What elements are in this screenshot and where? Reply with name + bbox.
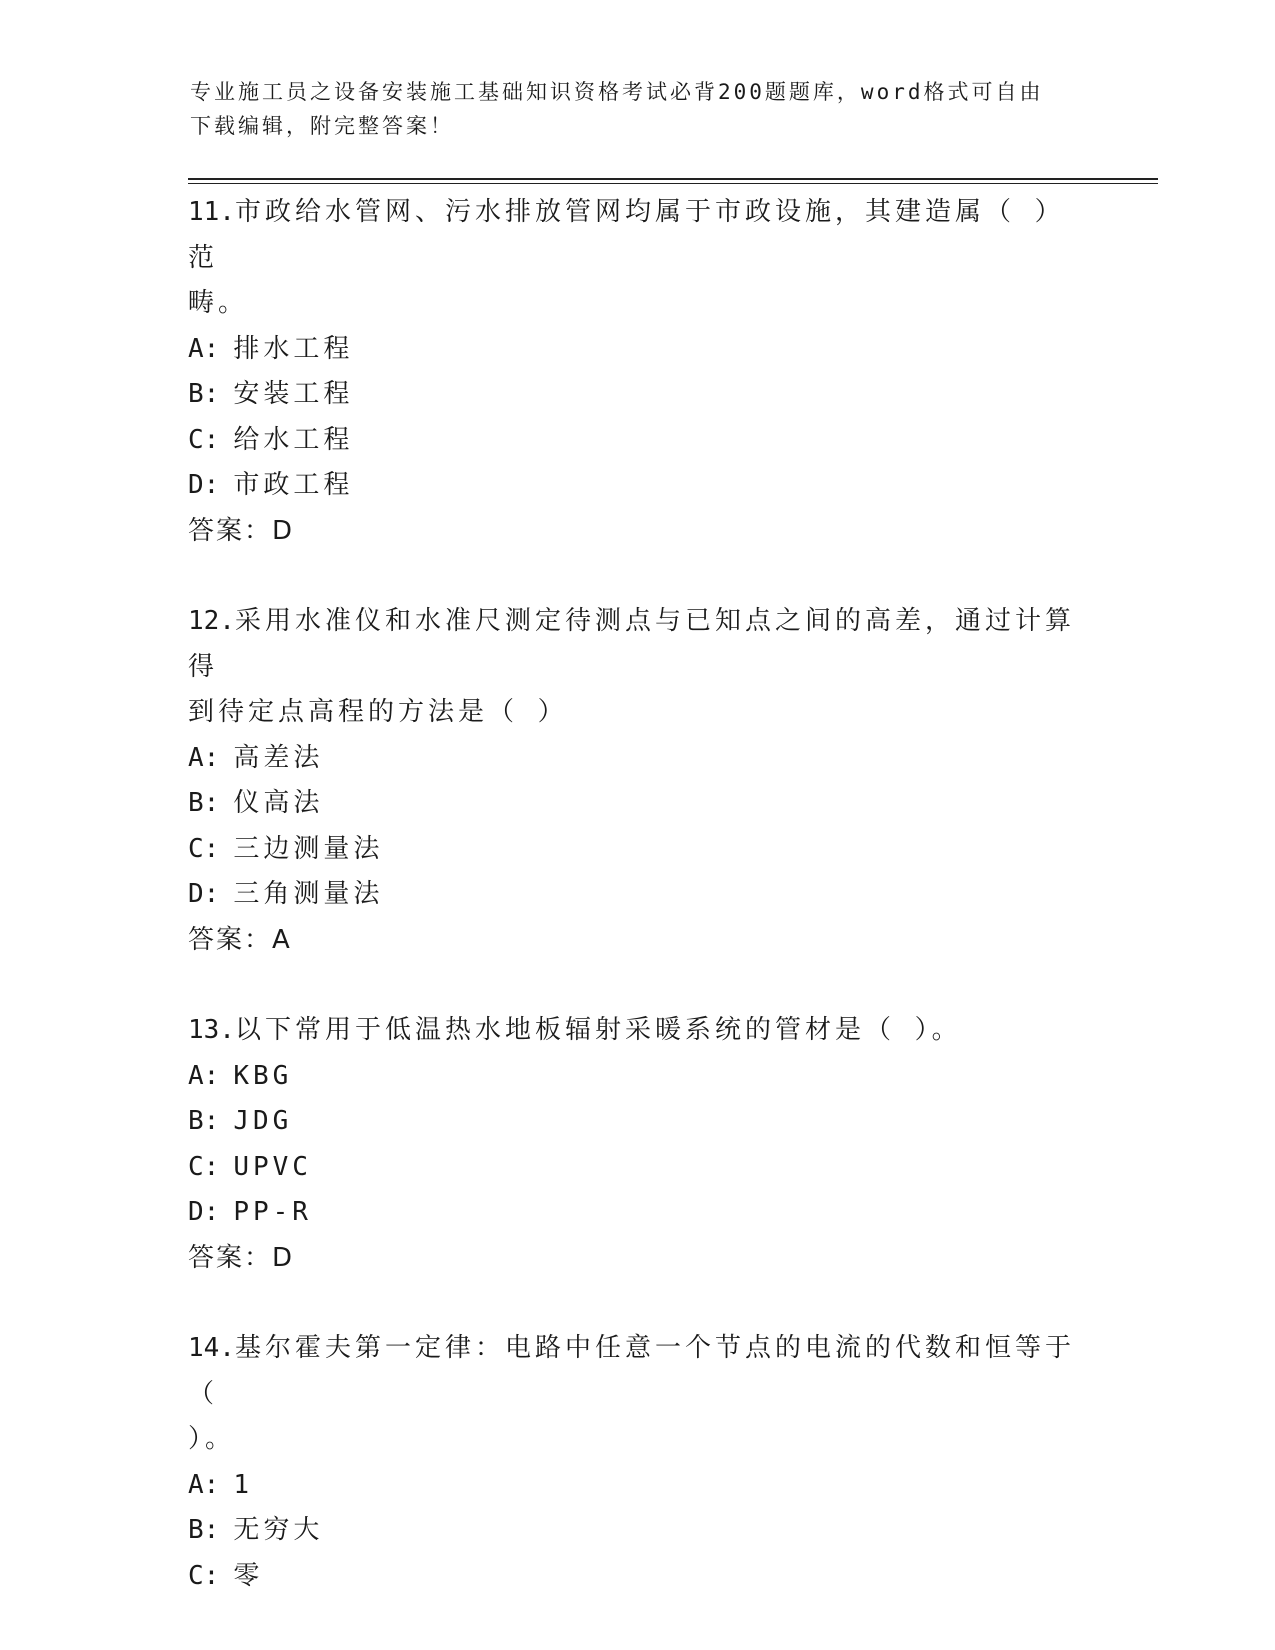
option-label: C:	[188, 424, 220, 455]
question-text: 市政给水管网、污水排放管网均属于市政设施，其建造属（ ）范	[188, 197, 1065, 273]
answer-line: 答案：D	[188, 1242, 295, 1273]
option-b	[188, 1508, 1088, 1554]
option-b	[188, 781, 1088, 827]
question-stem-line	[188, 1326, 1088, 1417]
option-label: B:	[188, 1106, 220, 1136]
option-a	[188, 1054, 1088, 1100]
option-label: C:	[188, 1151, 220, 1182]
option-d	[188, 872, 1088, 918]
document-header	[190, 75, 1090, 143]
header-line-1: 专业施工员之设备安装施工基础知识资格考试必背200题题库，word格式可自由	[190, 80, 1044, 104]
option-text: 三边测量法	[233, 833, 384, 864]
option-label: A:	[188, 1060, 220, 1091]
option-label: D:	[188, 470, 220, 500]
option-label: D:	[188, 879, 220, 909]
option-a	[188, 736, 1088, 782]
option-text: 市政工程	[233, 470, 354, 500]
question-number: 14.	[188, 1333, 235, 1363]
option-c	[188, 418, 1088, 464]
option-d	[188, 1190, 1088, 1236]
option-a	[188, 327, 1088, 373]
question-stem-line	[188, 1008, 1088, 1054]
question-number: 12.	[188, 606, 235, 636]
question-number: 11.	[188, 197, 235, 227]
question-list	[188, 190, 1088, 1599]
option-text: 三角测量法	[233, 879, 384, 909]
option-text: 排水工程	[233, 333, 354, 364]
question-spacer	[188, 554, 1088, 599]
question-spacer	[188, 1281, 1088, 1326]
option-text: KBG	[233, 1060, 293, 1091]
question-text: 以下常用于低温热水地板辐射采暖系统的管材是（ ）。	[234, 1015, 962, 1045]
option-text: 仪高法	[233, 788, 324, 818]
question-stem-line	[188, 190, 1088, 281]
option-label: A:	[188, 742, 220, 773]
option-text: 1	[233, 1469, 253, 1500]
question-text: 采用水准仪和水准尺测定待测点与已知点之间的高差，通过计算得	[188, 606, 1075, 682]
option-label: A:	[188, 333, 220, 364]
header-line-2: 下载编辑，附完整答案！	[190, 114, 454, 138]
option-text: 给水工程	[233, 424, 354, 455]
option-text: JDG	[233, 1106, 293, 1136]
option-b	[188, 372, 1088, 418]
question-11	[188, 190, 1088, 554]
question-stem-line: 到待定点高程的方法是（ ）	[188, 697, 568, 727]
question-text: 基尔霍夫第一定律：电路中任意一个节点的电流的代数和恒等于（	[188, 1333, 1075, 1409]
option-text: 零	[233, 1560, 264, 1591]
option-d	[188, 463, 1088, 509]
option-label: B:	[188, 788, 220, 818]
option-label: B:	[188, 379, 220, 409]
option-label: B:	[188, 1515, 220, 1545]
header-divider-thin	[188, 183, 1158, 184]
question-stem-line: 畴。	[188, 288, 249, 318]
option-text: 无穷大	[233, 1515, 324, 1545]
option-c	[188, 1145, 1088, 1191]
question-number: 13.	[188, 1015, 235, 1045]
option-c	[188, 1554, 1088, 1600]
answer-line: 答案：A	[188, 924, 292, 955]
option-label: A:	[188, 1469, 220, 1500]
option-label: C:	[188, 833, 220, 864]
question-spacer	[188, 963, 1088, 1008]
question-stem-line	[188, 599, 1088, 690]
question-13	[188, 1008, 1088, 1281]
option-text: 高差法	[233, 742, 324, 773]
option-label: D:	[188, 1197, 220, 1227]
option-text: PP-R	[233, 1197, 312, 1227]
question-12	[188, 599, 1088, 963]
option-text: UPVC	[233, 1151, 312, 1182]
option-b	[188, 1099, 1088, 1145]
option-label: C:	[188, 1560, 220, 1591]
question-14	[188, 1326, 1088, 1599]
option-a	[188, 1463, 1088, 1509]
header-divider-thick	[188, 178, 1158, 180]
answer-line: 答案：D	[188, 515, 295, 546]
question-stem-line: ）。	[188, 1424, 236, 1454]
option-text: 安装工程	[233, 379, 354, 409]
option-c	[188, 827, 1088, 873]
